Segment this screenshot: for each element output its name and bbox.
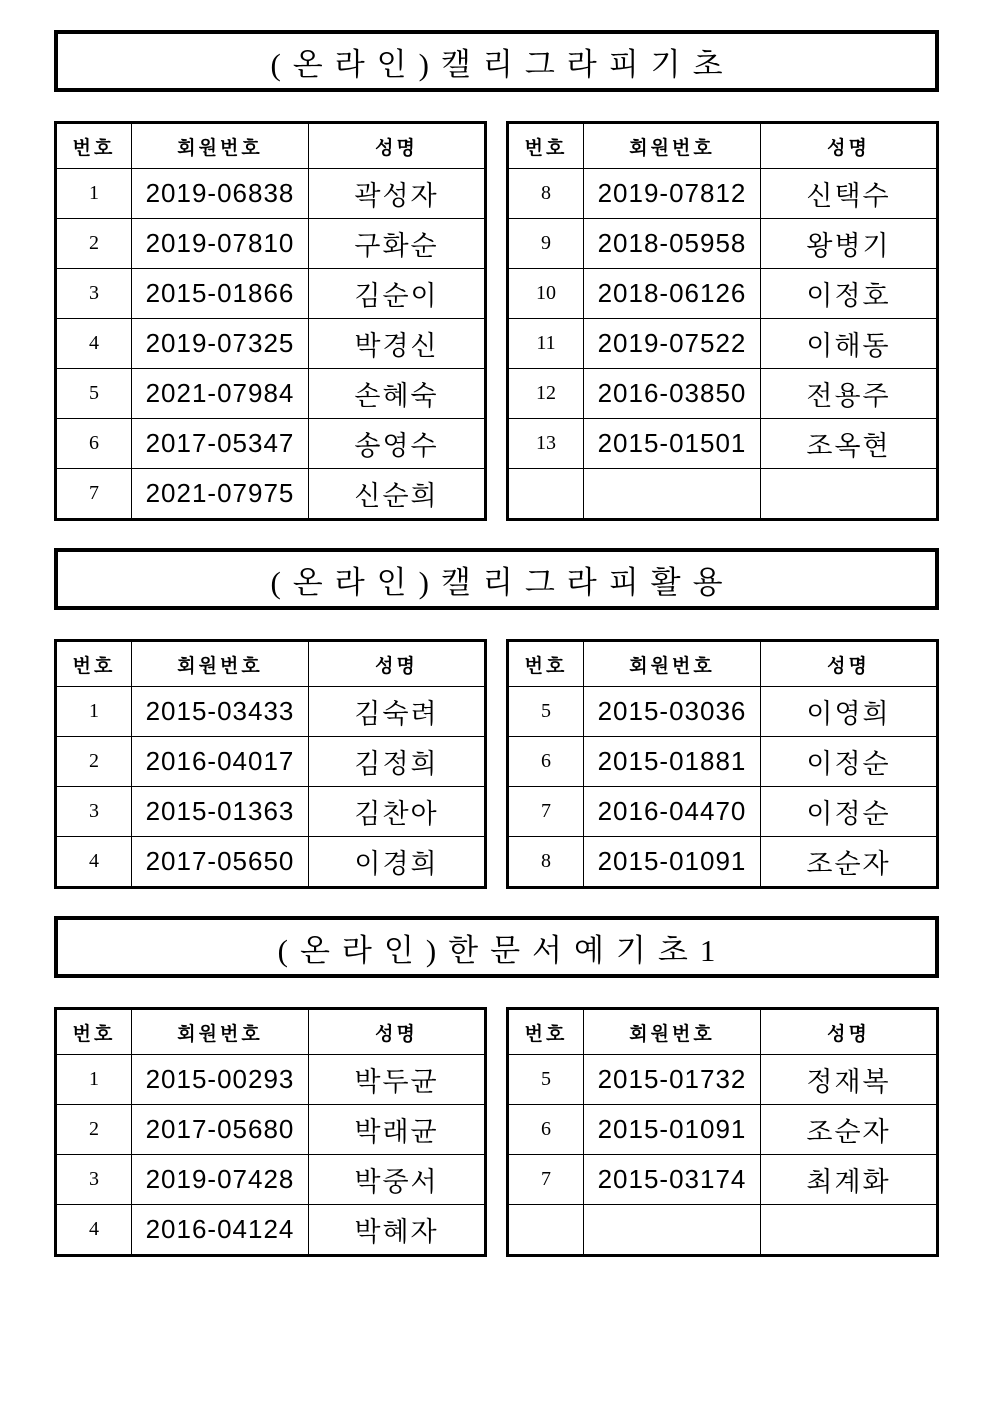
cell-number <box>508 1205 584 1256</box>
cell-name: 곽성자 <box>309 169 486 219</box>
cell-member-id: 2016-04017 <box>132 737 309 787</box>
cell-member-id: 2015-01091 <box>584 1105 761 1155</box>
cell-member-id: 2015-01091 <box>584 837 761 888</box>
roster-table <box>54 1007 487 1257</box>
cell-member-id: 2015-03036 <box>584 687 761 737</box>
cell-number: 1 <box>56 1055 132 1105</box>
column-header: 번호 <box>56 123 132 169</box>
cell-member-id: 2015-01501 <box>584 419 761 469</box>
table-row <box>56 419 486 469</box>
roster-table <box>54 639 487 889</box>
table-row <box>508 419 938 469</box>
cell-member-id: 2015-03433 <box>132 687 309 737</box>
table-row <box>508 219 938 269</box>
roster-table <box>506 1007 939 1257</box>
cell-member-id: 2018-05958 <box>584 219 761 269</box>
table-row <box>56 1155 486 1205</box>
cell-name: 최계화 <box>761 1155 938 1205</box>
cell-name: 김순이 <box>309 269 486 319</box>
cell-name: 박경신 <box>309 319 486 369</box>
cell-name: 조순자 <box>761 837 938 888</box>
cell-number <box>508 469 584 520</box>
cell-name: 박중서 <box>309 1155 486 1205</box>
table-row <box>508 319 938 369</box>
column-header: 성명 <box>309 641 486 687</box>
header-row <box>56 641 486 687</box>
cell-number: 4 <box>56 1205 132 1256</box>
cell-name: 송영수 <box>309 419 486 469</box>
cell-member-id: 2021-07975 <box>132 469 309 520</box>
table-row <box>508 737 938 787</box>
cell-name: 박래균 <box>309 1105 486 1155</box>
cell-name: 김숙려 <box>309 687 486 737</box>
table-row <box>56 837 486 888</box>
table-row <box>508 1205 938 1256</box>
cell-number: 8 <box>508 169 584 219</box>
table-row <box>56 1105 486 1155</box>
table-row <box>56 469 486 520</box>
table-row <box>508 169 938 219</box>
table-row <box>56 1055 486 1105</box>
table-row <box>508 837 938 888</box>
cell-number: 12 <box>508 369 584 419</box>
cell-member-id: 2016-03850 <box>584 369 761 419</box>
cell-number: 6 <box>56 419 132 469</box>
cell-number: 3 <box>56 269 132 319</box>
cell-member-id: 2015-01363 <box>132 787 309 837</box>
cell-name: 정재복 <box>761 1055 938 1105</box>
cell-member-id: 2016-04124 <box>132 1205 309 1256</box>
cell-name: 구화순 <box>309 219 486 269</box>
cell-member-id <box>584 1205 761 1256</box>
table-row <box>56 269 486 319</box>
cell-number: 2 <box>56 737 132 787</box>
cell-name: 이정순 <box>761 787 938 837</box>
header-row <box>508 641 938 687</box>
cell-member-id: 2015-03174 <box>584 1155 761 1205</box>
cell-member-id: 2017-05680 <box>132 1105 309 1155</box>
cell-name: 박두균 <box>309 1055 486 1105</box>
cell-number: 8 <box>508 837 584 888</box>
cell-number: 5 <box>56 369 132 419</box>
section-title: (온라인)캘리그라피기초 <box>54 30 939 92</box>
column-header: 성명 <box>761 641 938 687</box>
cell-name <box>761 1205 938 1256</box>
column-header: 성명 <box>309 123 486 169</box>
cell-name: 신순희 <box>309 469 486 520</box>
header-row <box>508 123 938 169</box>
header-row <box>508 1009 938 1055</box>
cell-member-id <box>584 469 761 520</box>
table-row <box>508 1055 938 1105</box>
cell-number: 2 <box>56 1105 132 1155</box>
roster-table <box>506 639 939 889</box>
section-2 <box>54 548 939 889</box>
cell-number: 7 <box>508 787 584 837</box>
column-header: 성명 <box>761 1009 938 1055</box>
cell-name: 이정순 <box>761 737 938 787</box>
section-3 <box>54 916 939 1257</box>
table-row <box>56 787 486 837</box>
column-header: 번호 <box>56 1009 132 1055</box>
table-row <box>56 737 486 787</box>
cell-number: 2 <box>56 219 132 269</box>
roster-table <box>506 121 939 521</box>
cell-member-id: 2019-07810 <box>132 219 309 269</box>
column-header: 번호 <box>508 641 584 687</box>
table-row <box>56 169 486 219</box>
cell-name: 신택수 <box>761 169 938 219</box>
header-row <box>56 123 486 169</box>
table-row <box>508 1105 938 1155</box>
cell-member-id: 2017-05347 <box>132 419 309 469</box>
cell-name: 왕병기 <box>761 219 938 269</box>
roster-table <box>54 121 487 521</box>
cell-member-id: 2018-06126 <box>584 269 761 319</box>
cell-member-id: 2019-07522 <box>584 319 761 369</box>
cell-number: 4 <box>56 319 132 369</box>
table-row <box>508 687 938 737</box>
cell-number: 7 <box>56 469 132 520</box>
cell-number: 5 <box>508 687 584 737</box>
cell-member-id: 2015-01732 <box>584 1055 761 1105</box>
section-title: (온라인)캘리그라피활용 <box>54 548 939 610</box>
cell-number: 1 <box>56 169 132 219</box>
column-header: 회원번호 <box>584 123 761 169</box>
document <box>54 30 939 1284</box>
cell-number: 6 <box>508 737 584 787</box>
table-row <box>508 1155 938 1205</box>
cell-name: 전용주 <box>761 369 938 419</box>
cell-number: 5 <box>508 1055 584 1105</box>
section-title: (온라인)한문서예기초1 <box>54 916 939 978</box>
cell-member-id: 2019-06838 <box>132 169 309 219</box>
cell-member-id: 2021-07984 <box>132 369 309 419</box>
column-header: 번호 <box>508 1009 584 1055</box>
column-header: 번호 <box>56 641 132 687</box>
cell-name: 이정호 <box>761 269 938 319</box>
tables-row <box>54 1007 939 1257</box>
cell-name: 이해동 <box>761 319 938 369</box>
cell-name <box>761 469 938 520</box>
cell-name: 조옥현 <box>761 419 938 469</box>
cell-number: 9 <box>508 219 584 269</box>
section-1 <box>54 30 939 521</box>
cell-name: 박혜자 <box>309 1205 486 1256</box>
column-header: 회원번호 <box>584 1009 761 1055</box>
column-header: 번호 <box>508 123 584 169</box>
column-header: 회원번호 <box>132 1009 309 1055</box>
cell-number: 4 <box>56 837 132 888</box>
cell-member-id: 2019-07428 <box>132 1155 309 1205</box>
cell-member-id: 2015-01866 <box>132 269 309 319</box>
tables-row <box>54 639 939 889</box>
cell-number: 6 <box>508 1105 584 1155</box>
header-row <box>56 1009 486 1055</box>
cell-number: 3 <box>56 1155 132 1205</box>
cell-member-id: 2016-04470 <box>584 787 761 837</box>
cell-name: 김정희 <box>309 737 486 787</box>
cell-name: 이경희 <box>309 837 486 888</box>
table-row <box>56 219 486 269</box>
cell-member-id: 2019-07325 <box>132 319 309 369</box>
cell-number: 13 <box>508 419 584 469</box>
table-row <box>508 269 938 319</box>
cell-name: 이영희 <box>761 687 938 737</box>
table-row <box>508 469 938 520</box>
cell-member-id: 2015-00293 <box>132 1055 309 1105</box>
cell-number: 7 <box>508 1155 584 1205</box>
column-header: 성명 <box>309 1009 486 1055</box>
cell-number: 10 <box>508 269 584 319</box>
cell-member-id: 2019-07812 <box>584 169 761 219</box>
column-header: 회원번호 <box>132 123 309 169</box>
column-header: 성명 <box>761 123 938 169</box>
table-row <box>56 687 486 737</box>
cell-member-id: 2015-01881 <box>584 737 761 787</box>
table-row <box>56 1205 486 1256</box>
column-header: 회원번호 <box>132 641 309 687</box>
cell-name: 김찬아 <box>309 787 486 837</box>
cell-number: 11 <box>508 319 584 369</box>
cell-name: 손혜숙 <box>309 369 486 419</box>
cell-number: 1 <box>56 687 132 737</box>
cell-number: 3 <box>56 787 132 837</box>
column-header: 회원번호 <box>584 641 761 687</box>
table-row <box>56 369 486 419</box>
table-row <box>508 787 938 837</box>
cell-name: 조순자 <box>761 1105 938 1155</box>
table-row <box>508 369 938 419</box>
table-row <box>56 319 486 369</box>
tables-row <box>54 121 939 521</box>
cell-member-id: 2017-05650 <box>132 837 309 888</box>
